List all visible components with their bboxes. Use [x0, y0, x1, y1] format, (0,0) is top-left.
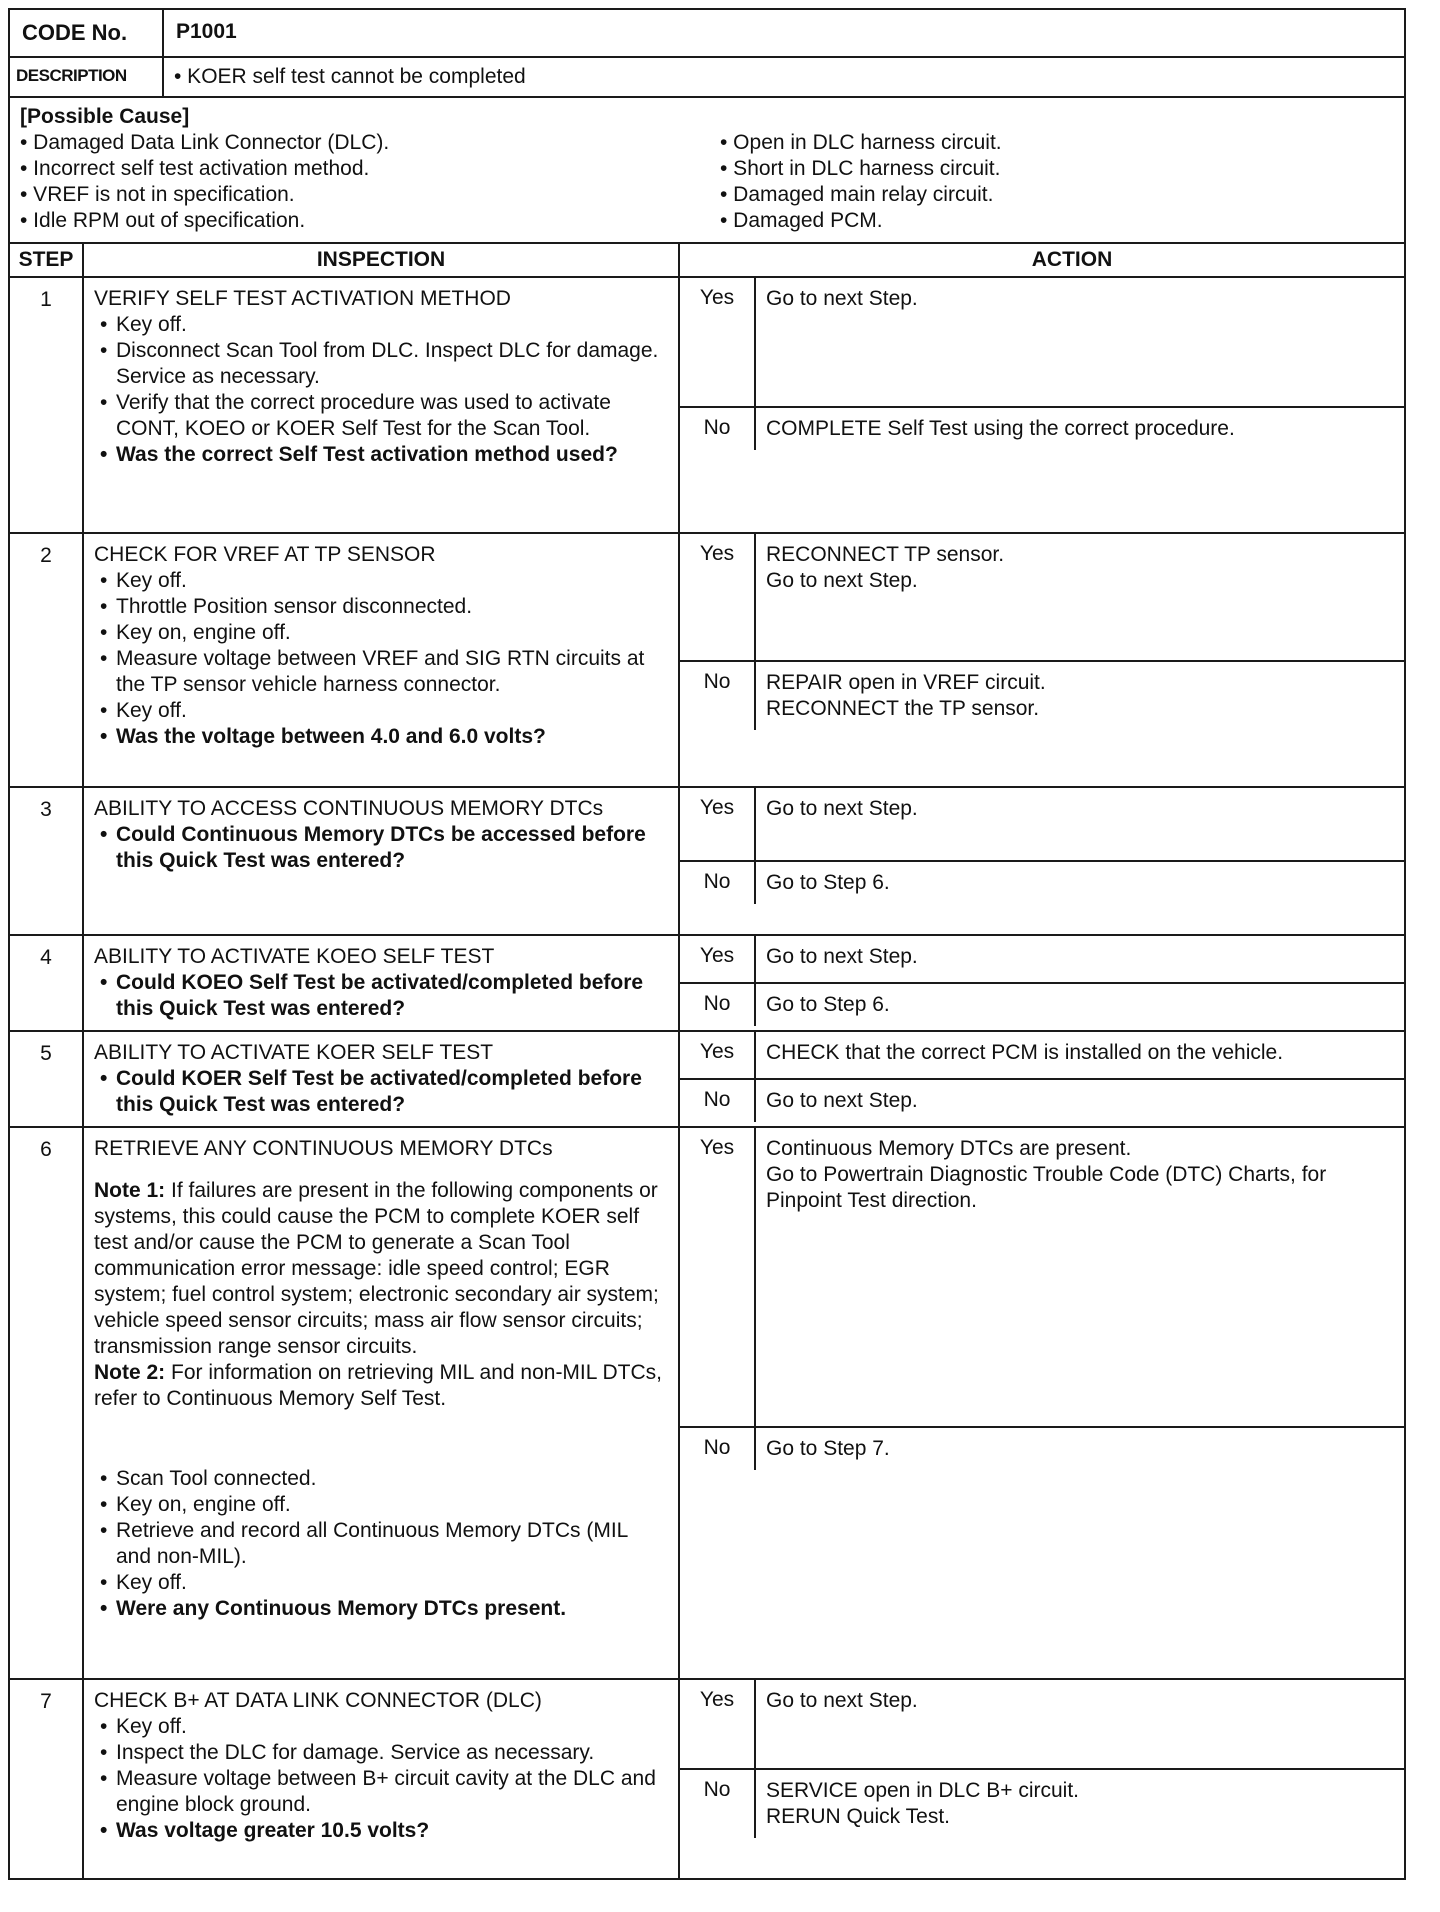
code-label: CODE No.	[9, 9, 163, 57]
inspection-item: • Disconnect Scan Tool from DLC. Inspect DLC for damage. Service as necessary.	[94, 338, 668, 390]
inspection-question: • Was voltage greater 10.5 volts?	[94, 1818, 668, 1844]
no-action: Go to next Step.	[766, 1089, 918, 1112]
no-action: Go to Step 6.	[766, 993, 890, 1016]
possible-cause-title: [Possible Cause]	[20, 105, 190, 128]
inspection-item: • Retrieve and record all Continuous Memory DTCs (MIL and non-MIL).	[94, 1518, 668, 1570]
action-cell	[679, 277, 1405, 533]
no-label: No	[680, 984, 756, 1026]
inspection-item: • Key off.	[94, 568, 668, 594]
yes-action: CHECK that the correct PCM is installed on the vehicle.	[766, 1041, 1284, 1064]
action-cell	[679, 1679, 1405, 1879]
inspection-cell	[83, 277, 679, 533]
step-title: ABILITY TO ACCESS CONTINUOUS MEMORY DTCs	[94, 797, 604, 820]
inspection-cell	[83, 1031, 679, 1127]
note-2: Note 2: For information on retrieving MIL and non-MIL DTCs, refer to Continuous Memory Self Test.	[94, 1361, 662, 1410]
cause-item: • Damaged PCM.	[720, 209, 883, 232]
yes-label: Yes	[680, 1128, 756, 1426]
step-row	[9, 533, 1405, 787]
inspection-item: • Measure voltage between VREF and SIG RTN circuits at the TP sensor vehicle harness connector.	[94, 646, 668, 698]
step-number: 6	[9, 1127, 83, 1679]
inspection-item: • Key on, engine off.	[94, 620, 668, 646]
no-action: REPAIR open in VREF circuit. RECONNECT the TP sensor.	[766, 671, 1046, 720]
action-cell	[679, 1031, 1405, 1127]
no-label: No	[680, 1428, 756, 1470]
yes-label: Yes	[680, 1680, 756, 1768]
no-action: SERVICE open in DLC B+ circuit. RERUN Quick Test.	[766, 1779, 1080, 1828]
cause-item: • Open in DLC harness circuit.	[720, 131, 1002, 154]
no-action: Go to Step 7.	[766, 1437, 890, 1460]
no-label: No	[680, 662, 756, 730]
no-label: No	[680, 1770, 756, 1838]
step-title: CHECK FOR VREF AT TP SENSOR	[94, 543, 436, 566]
no-label: No	[680, 408, 756, 450]
yes-action: Go to next Step.	[766, 945, 918, 968]
yes-label: Yes	[680, 278, 756, 406]
inspection-item: • Key off.	[94, 1714, 668, 1740]
yes-label: Yes	[680, 534, 756, 660]
no-label: No	[680, 1080, 756, 1122]
action-cell	[679, 1127, 1405, 1679]
column-action: ACTION	[679, 243, 1405, 277]
step-number: 2	[9, 533, 83, 787]
yes-action: Continuous Memory DTCs are present. Go to Powertrain Diagnostic Trouble Code (DTC) Charts, for Pinpoint Test direction.	[766, 1137, 1327, 1212]
yes-action: Go to next Step.	[766, 797, 918, 820]
inspection-question: • Could KOER Self Test be activated/completed before this Quick Test was entered?	[94, 1066, 668, 1118]
step-title: VERIFY SELF TEST ACTIVATION METHOD	[94, 287, 511, 310]
step-row	[9, 935, 1405, 1031]
possible-cause-right	[720, 130, 1394, 234]
description-label: DESCRIPTION	[9, 57, 163, 97]
diagnostic-sheet	[8, 8, 1406, 1880]
inspection-item: • Key off.	[94, 1570, 668, 1596]
possible-cause-left	[20, 130, 720, 234]
no-label: No	[680, 862, 756, 904]
inspection-question: • Was the correct Self Test activation method used?	[94, 442, 668, 468]
cause-item: • Short in DLC harness circuit.	[720, 157, 1001, 180]
inspection-item: • Key off.	[94, 698, 668, 724]
step-number: 4	[9, 935, 83, 1031]
inspection-cell	[83, 935, 679, 1031]
action-cell	[679, 935, 1405, 1031]
yes-action: RECONNECT TP sensor. Go to next Step.	[766, 543, 1005, 592]
inspection-question: • Was the voltage between 4.0 and 6.0 volts?	[94, 724, 668, 750]
step-title: ABILITY TO ACTIVATE KOEO SELF TEST	[94, 945, 495, 968]
inspection-question: • Could KOEO Self Test be activated/completed before this Quick Test was entered?	[94, 970, 668, 1022]
inspection-item: • Scan Tool connected.	[94, 1466, 668, 1492]
inspection-question: • Could Continuous Memory DTCs be accessed before this Quick Test was entered?	[94, 822, 668, 874]
no-action: COMPLETE Self Test using the correct procedure.	[766, 417, 1235, 440]
yes-action: Go to next Step.	[766, 1689, 918, 1712]
step-number: 3	[9, 787, 83, 935]
cause-item: • Idle RPM out of specification.	[20, 209, 306, 232]
inspection-item: • Inspect the DLC for damage. Service as necessary.	[94, 1740, 668, 1766]
yes-action: Go to next Step.	[766, 287, 918, 310]
step-row	[9, 1031, 1405, 1127]
action-cell	[679, 533, 1405, 787]
inspection-item: • Verify that the correct procedure was used to activate CONT, KOEO or KOER Self Test for the Scan Tool.	[94, 390, 668, 442]
yes-label: Yes	[680, 1032, 756, 1078]
step-row	[9, 277, 1405, 533]
inspection-item: • Key off.	[94, 312, 668, 338]
step-number: 1	[9, 277, 83, 533]
column-inspection: INSPECTION	[83, 243, 679, 277]
no-action: Go to Step 6.	[766, 871, 890, 894]
inspection-cell	[83, 1127, 679, 1679]
yes-label: Yes	[680, 936, 756, 982]
inspection-cell	[83, 787, 679, 935]
cause-item: • Damaged Data Link Connector (DLC).	[20, 131, 390, 154]
code-value: P1001	[163, 9, 1405, 57]
step-row	[9, 787, 1405, 935]
step-row	[9, 1679, 1405, 1879]
cause-item: • VREF is not in specification.	[20, 183, 295, 206]
inspection-cell	[83, 533, 679, 787]
step-row	[9, 1127, 1405, 1679]
inspection-item: • Throttle Position sensor disconnected.	[94, 594, 668, 620]
code-header-table	[8, 8, 1406, 244]
column-step: STEP	[9, 243, 83, 277]
description-value: • KOER self test cannot be completed	[163, 57, 1405, 97]
step-number: 5	[9, 1031, 83, 1127]
inspection-item: • Measure voltage between B+ circuit cavity at the DLC and engine block ground.	[94, 1766, 668, 1818]
inspection-question: • Were any Continuous Memory DTCs present.	[94, 1596, 668, 1622]
steps-table	[8, 242, 1406, 1880]
step-number: 7	[9, 1679, 83, 1879]
inspection-item: • Key on, engine off.	[94, 1492, 668, 1518]
action-cell	[679, 787, 1405, 935]
step-title: CHECK B+ AT DATA LINK CONNECTOR (DLC)	[94, 1689, 542, 1712]
step-title: ABILITY TO ACTIVATE KOER SELF TEST	[94, 1041, 494, 1064]
step-title: RETRIEVE ANY CONTINUOUS MEMORY DTCs	[94, 1137, 553, 1160]
possible-cause-section	[9, 97, 1405, 243]
inspection-cell	[83, 1679, 679, 1879]
note-1: Note 1: If failures are present in the following components or systems, this could cause the PCM to complete KOER self test and/or cause the PCM to generate a Scan Tool communication error message: idle speed control; EGR system; fuel control system; electronic secondary air system; vehicle speed sensor circuits; mass air flow sensor circuits; transmission range sensor circuits.	[94, 1179, 659, 1358]
cause-item: • Damaged main relay circuit.	[720, 183, 994, 206]
yes-label: Yes	[680, 788, 756, 860]
cause-item: • Incorrect self test activation method.	[20, 157, 370, 180]
